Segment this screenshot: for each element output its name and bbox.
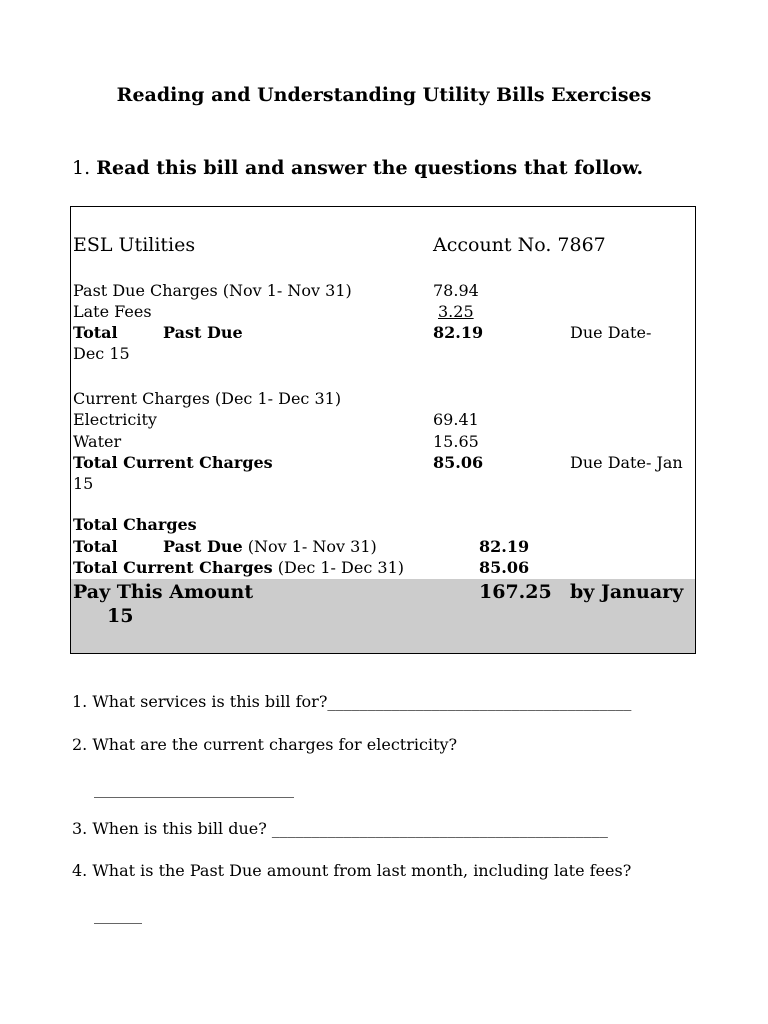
total-past-due-label-b: Past Due <box>163 323 243 342</box>
water-label: Water <box>73 432 122 451</box>
past-due-charges-label: Past Due Charges (Nov 1- Nov 31) <box>73 281 352 300</box>
electricity-label: Electricity <box>73 410 157 429</box>
total-current-label: Total Current Charges <box>73 453 273 472</box>
summary-past-due-a: Total <box>73 537 118 556</box>
total-current-value: 85.06 <box>433 453 484 472</box>
summary-past-due-period: (Nov 1- Nov 31) <box>247 537 377 556</box>
late-fees-value: 3.25 <box>438 302 474 321</box>
question-3-text: 3. When is this bill due? <box>72 819 267 838</box>
past-due-charges-value: 78.94 <box>433 281 479 300</box>
summary-current-value: 85.06 <box>479 558 530 577</box>
question-2 <box>72 735 457 755</box>
question-1-blank[interactable]: ______________________________________ <box>327 692 632 711</box>
late-fees-label: Late Fees <box>73 302 152 321</box>
summary-past-due-label <box>163 537 377 557</box>
question-3 <box>72 819 608 839</box>
current-due-date-a: Due Date- Jan <box>570 453 683 472</box>
summary-past-due-b: Past Due <box>163 537 243 556</box>
page-title: Reading and Understanding Utility Bills Exercises <box>116 84 652 106</box>
past-due-date-a: Due Date- <box>570 323 652 342</box>
total-charges-heading: Total Charges <box>73 515 197 534</box>
water-value: 15.65 <box>433 432 479 451</box>
electricity-value: 69.41 <box>433 410 479 429</box>
question-4-blank[interactable]: ______ <box>94 905 142 924</box>
summary-current-period: (Dec 1- Dec 31) <box>277 558 404 577</box>
total-past-due-value: 82.19 <box>433 323 484 342</box>
total-past-due-label-a: Total <box>73 323 118 342</box>
utility-bill <box>70 206 696 654</box>
account-number: Account No. 7867 <box>433 234 606 256</box>
pay-this-amount-label: Pay This Amount <box>73 581 254 603</box>
question-4-text: 4. What is the Past Due amount from last month, including late fees? <box>72 861 632 880</box>
summary-past-due-value: 82.19 <box>479 537 530 556</box>
question-1-text: 1. What services is this bill for? <box>72 692 328 711</box>
instruction-number: 1. <box>72 157 91 179</box>
summary-past-due-row <box>73 537 118 557</box>
pay-by-date-b: 15 <box>107 605 134 627</box>
past-due-date-b: Dec 15 <box>73 344 130 363</box>
question-1 <box>72 692 631 712</box>
summary-current-label: Total Current Charges <box>73 558 273 577</box>
question-2-text: 2. What are the current charges for electricity? <box>72 735 458 754</box>
pay-this-amount-value: 167.25 <box>479 581 552 603</box>
instruction-text: Read this bill and answer the questions that follow. <box>96 157 644 179</box>
company-name: ESL Utilities <box>73 234 196 256</box>
question-3-blank[interactable]: __________________________________________ <box>271 819 608 838</box>
summary-current-row <box>73 558 404 578</box>
pay-by-date-a: by January <box>570 581 684 603</box>
current-due-date-b: 15 <box>73 474 94 493</box>
current-charges-label: Current Charges (Dec 1- Dec 31) <box>73 389 342 408</box>
question-4 <box>72 861 631 881</box>
question-2-blank[interactable]: _________________________ <box>94 779 294 798</box>
instruction <box>72 157 643 179</box>
